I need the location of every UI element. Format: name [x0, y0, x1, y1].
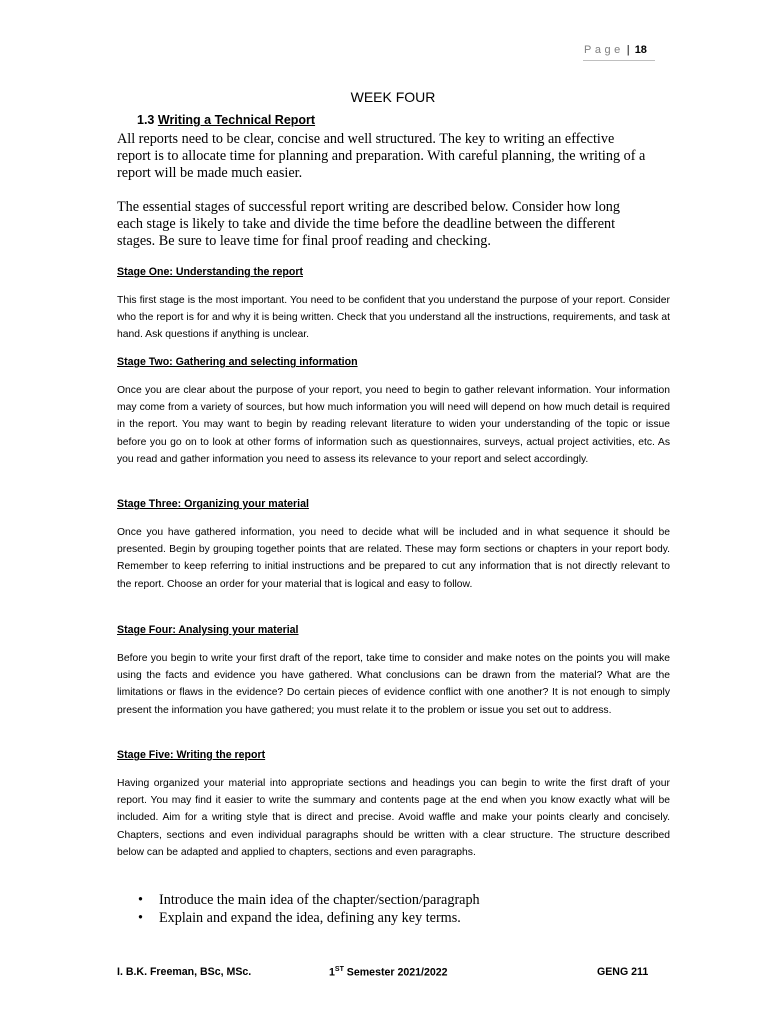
footer-semester-text: Semester 2021/2022	[343, 966, 448, 979]
stage-two-heading: Stage Two: Gathering and selecting information	[117, 356, 358, 368]
intro-paragraph-1: All reports need to be clear, concise and well structured. The key to writing an effective report is to allocate time for planning and preparation. With careful planning, the writing of a report will be made much easier.	[117, 131, 646, 181]
footer-author: I. B.K. Freeman, BSc, MSc.	[117, 966, 252, 978]
page-header	[584, 44, 647, 56]
stage-one-text: This first stage is the most important. You need to be confident that you understand the purpose of your report. Consider who the report is for and why it is being written. Check that you understand all the instructions, requirements, and task at hand. Ask questions if anything is unclear.	[117, 295, 670, 341]
stage-one-heading: Stage One: Understanding the report	[117, 266, 303, 278]
bullet-icon: •	[138, 892, 143, 908]
stage-two-text: Once you are clear about the purpose of your report, you need to begin to gather relevant information. Your information may come from a variety of sources, but how much information you will need will depend on how much detail is required in the report. You may want to begin by reading relevant literature to widen your understanding of the topic or issue before you go on to look at other forms of information such as questionnaires, surveys, actual project activities, etc. As you read and gather information you need to assess its relevance to your report and select accordingly.	[117, 385, 670, 465]
footer-course-code: GENG 211	[597, 966, 649, 978]
stage-three-text: Once you have gathered information, you need to decide what will be included and in what sequence it should be presented. Begin by grouping together points that are related. These may form sections or chapters in your report body. Remember to keep referring to initial instructions and be prepared to cut any information that is not directly relevant to the report. Choose an order for your material that is logical and easy to follow.	[117, 527, 670, 590]
bullet-icon: •	[138, 910, 143, 926]
footer-semester-suffix: ST	[334, 966, 344, 973]
footer-semester-number: 1	[329, 966, 335, 979]
section-heading	[137, 113, 315, 127]
page-label: Page	[584, 44, 624, 56]
page-separator: |	[626, 44, 630, 56]
bullet-text: Introduce the main idea of the chapter/section/paragraph	[159, 892, 480, 908]
stage-five-heading: Stage Five: Writing the report	[117, 749, 266, 761]
structure-bullet-list	[138, 891, 480, 927]
stage-four-heading: Stage Four: Analysing your material	[117, 624, 299, 636]
bullet-text: Explain and expand the idea, defining any key terms.	[159, 910, 461, 926]
stage-three-heading: Stage Three: Organizing your material	[117, 498, 309, 510]
page-number: 18	[634, 44, 647, 56]
header-divider	[583, 60, 655, 61]
stage-five-text: Having organized your material into appropriate sections and headings you can begin to write the first draft of your report. You may find it easier to write the summary and contents page at the end when you know exactly what will be included. Aim for a writing style that is direct and precise. Avoid waffle and make your points clearly and concisely. Chapters, sections and even individual paragraphs should be written with a clear structure. The structure described below can be adapted and applied to chapters, sections and even paragraphs.	[117, 778, 670, 858]
stage-four-text: Before you begin to write your first draft of the report, take time to consider and make notes on the points you will make using the facts and evidence you have gathered. What conclusions can be drawn from the material? What are the limitations or flaws in the evidence? Do certain pieces of evidence conflict with one another? It is not enough to simply present the information you have gathered; you must relate it to the problem or issue you set out to address.	[117, 653, 670, 716]
intro-paragraph-2: The essential stages of successful report writing are described below. Consider how long each stage is likely to take and divide the time before the deadline between the different stages. Be sure to leave time for final proof reading and checking.	[117, 199, 620, 249]
section-heading-text: Writing a Technical Report	[157, 113, 316, 127]
footer-semester	[329, 966, 448, 979]
list-item	[138, 909, 480, 927]
page-title: WEEK FOUR	[350, 89, 436, 105]
list-item	[138, 891, 480, 909]
section-number: 1.3	[137, 113, 155, 127]
